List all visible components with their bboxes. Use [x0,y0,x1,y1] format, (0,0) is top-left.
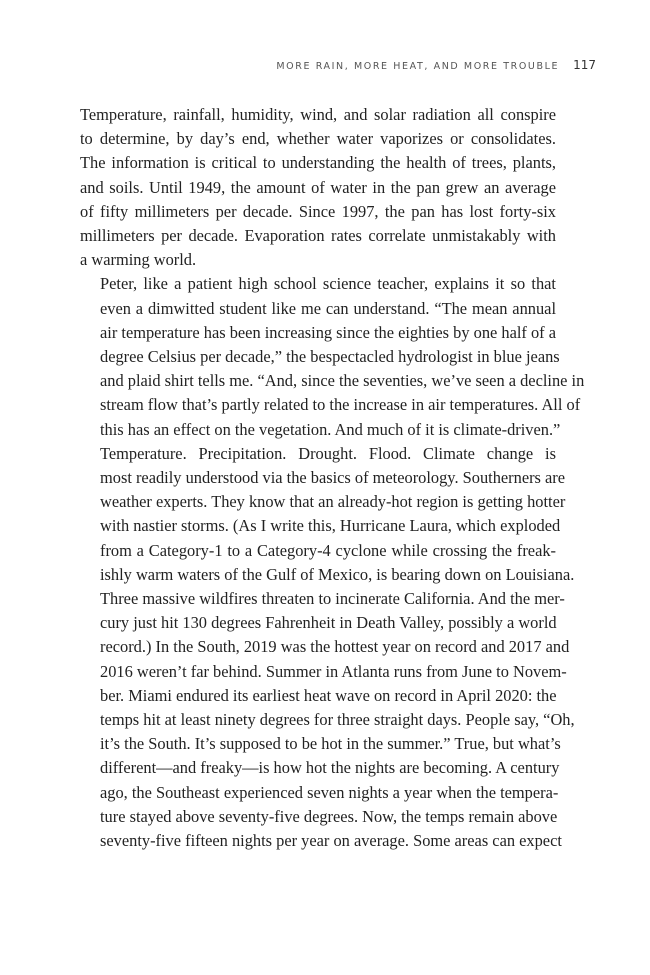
text-line: Three massive wildfires threaten to incinerate California. And the mer- [100,589,565,609]
text-line: record.) In the South, 2019 was the hottest year on record and 2017 and [100,637,570,657]
text-line: Temperature. Precipitation. Drought. Flood. Climate change is [100,443,556,463]
text-line: of fifty millimeters per decade. Since 1997, the pan has lost forty-six [80,201,556,221]
text-line: millimeters per decade. Evaporation rates correlate unmistakably with [80,226,556,246]
text-line: with nastier storms. (As I write this, Hurricane Laura, which exploded [100,516,561,536]
text-line: ber. Miami endured its earliest heat wave on record in April 2020: the [100,685,557,705]
body-text [80,103,585,853]
text-line: ture stayed above seventy-five degrees. Now, the temps remain above [100,806,558,826]
text-line: temps hit at least ninety degrees for three straight days. People say, “Oh, [100,710,575,730]
paragraph-1 [80,103,556,272]
text-line: different—and freaky—is how hot the nights are becoming. A century [100,758,560,778]
running-head [80,58,596,78]
text-line: from a Category-1 to a Category-4 cyclone while crossing the freak- [100,540,556,560]
text-line: this has an effect on the vegetation. And much of it is climate-driven.” [100,419,561,439]
text-line: it’s the South. It’s supposed to be hot in the summer.” True, but what’s [100,734,561,754]
text-line: and plaid shirt tells me. “And, since the seventies, we’ve seen a decline in [100,371,585,391]
text-line: The information is critical to understanding the health of trees, plants, [80,153,556,173]
text-line: ago, the Southeast experienced seven nights a year when the tempera- [100,782,559,802]
text-line: air temperature has been increasing since the eighties by one half of a [100,322,557,342]
paragraph-3 [80,442,575,853]
text-line: a warming world. [80,250,197,270]
text-line: Temperature, rainfall, humidity, wind, and solar radiation all conspire [80,105,556,124]
paragraph-2 [80,272,585,441]
text-line: Peter, like a patient high school science teacher, explains it so that [100,274,556,294]
text-line: ishly warm waters of the Gulf of Mexico, is bearing down on Louisiana. [100,564,575,584]
text-line: degree Celsius per decade,” the bespectacled hydrologist in blue jeans [100,347,560,367]
text-line: and soils. Until 1949, the amount of water in the pan grew an average [80,177,556,197]
text-line: even a dimwitted student like me can understand. “The mean annual [100,298,556,318]
running-head-title: MORE RAIN, MORE HEAT, AND MORE TROUBLE [276,61,560,72]
text-line: 2016 weren’t far behind. Summer in Atlanta runs from June to Novem- [100,661,567,681]
text-line: cury just hit 130 degrees Fahrenheit in Death Valley, possibly a world [100,613,557,633]
text-line: most readily understood via the basics of meteorology. Southerners are [100,468,566,488]
text-line: seventy-five fifteen nights per year on average. Some areas can expect [100,831,562,851]
text-line: weather experts. They know that an already-hot region is getting hotter [100,492,566,512]
page-number: 117 [573,58,596,72]
text-line: to determine, by day’s end, whether water vaporizes or consolidates. [80,129,556,149]
text-line: stream flow that’s partly related to the increase in air temperatures. All of [100,395,581,415]
